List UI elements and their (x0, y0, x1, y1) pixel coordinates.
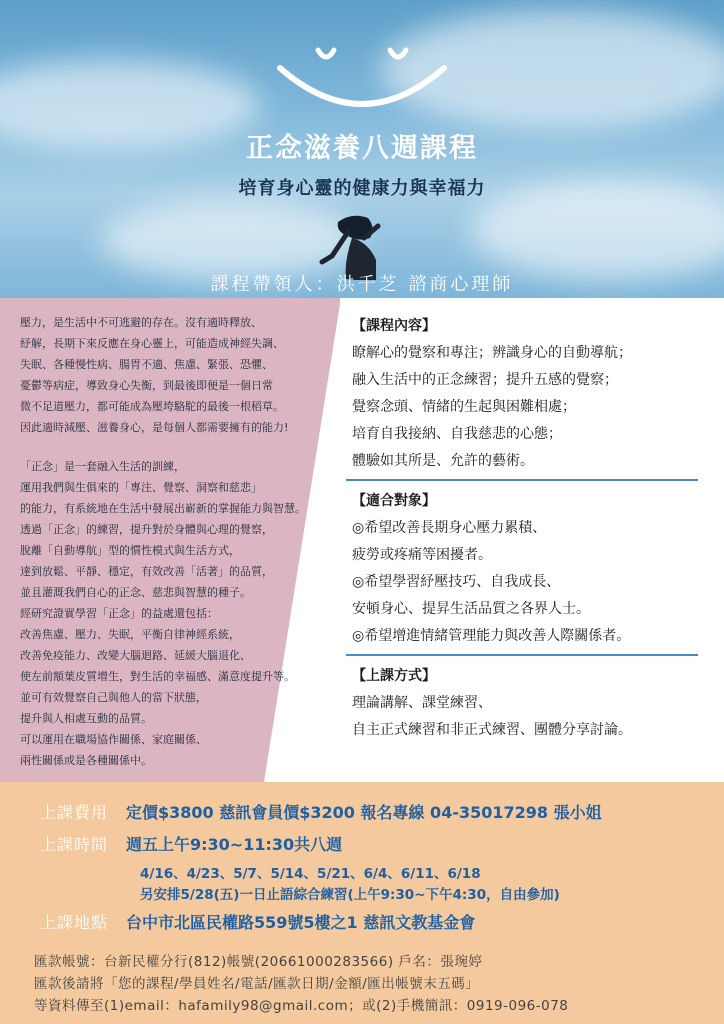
intro-line: 提升與人相處互動的品質。 (20, 712, 152, 725)
time-label: 上課時間 (40, 835, 109, 854)
course-dates: 4/16、4/23、5/7、5/14、5/21、6/4、6/11、6/18 (140, 866, 481, 882)
intro-line: 因此適時減壓、滋養身心，是每個人都需要擁有的能力! (20, 421, 289, 434)
intro-line: 改善焦慮、壓力、失眠，平衡自律神經系統， (20, 628, 240, 641)
registration-info-section (0, 782, 724, 1024)
course-details (352, 312, 698, 744)
intro-line: 的能力，有系統地在生活中發展出嶄新的掌握能力與智慧。 (20, 502, 306, 515)
content-item: 覺察念頭、情緒的生起與困難相處； (352, 399, 576, 415)
course-leader: 課程帶領人：洪千芝 諮商心理師 (210, 274, 514, 295)
intro-line: 並可有效覺察自己與他人的當下狀態， (20, 691, 207, 704)
intro-line: 紓解，長期下來反應在身心靈上，可能造成神經失調、 (20, 337, 284, 350)
intro-text (20, 312, 340, 771)
method-item: 自主正式練習和非正式練習、團體分享討論。 (352, 722, 632, 738)
place-label: 上課地點 (40, 913, 109, 932)
intro-line: 兩性關係或是各種關係中。 (20, 754, 152, 767)
content-heading: 【課程內容】 (352, 318, 436, 334)
payment-line: 匯款後請將「您的課程/學員姓名/電話/匯款日期/金額/匯出帳號末五碼」 (34, 976, 480, 992)
time-value: 週五上午9:30~11:30共八週 (126, 835, 343, 854)
content-item: 瞭解心的覺察和專注；辨識身心的自動導航； (352, 345, 632, 361)
method-item: 理論講解、課堂練習、 (352, 695, 492, 711)
fee-row (40, 800, 602, 823)
intro-line: 失眠、各種慢性病、腸胃不適、焦慮、緊張、恐懼、 (20, 358, 273, 371)
time-row (40, 832, 342, 855)
payment-line: 等資料傳至(1)email：hafamily98@gmail.com；或(2)手機簡訊：0919-096-078 (34, 998, 569, 1014)
fee-label: 上課費用 (40, 803, 109, 822)
hero-banner (0, 0, 724, 298)
method-heading: 【上課方式】 (352, 668, 436, 684)
page-title: 正念滋養八週課程 (246, 133, 478, 164)
divider (346, 479, 698, 481)
intro-line: 經研究證實學習「正念」的益處還包括： (20, 607, 218, 620)
content-item: 培育自我接納、自我慈悲的心態； (352, 426, 562, 442)
fee-value: 定價$3800 慈訊會員價$3200 報名專線 04-35017298 張小姐 (126, 803, 602, 822)
audience-item: ◎希望改善長期身心壓力累積、 (352, 520, 547, 536)
smile-face-icon (270, 30, 454, 120)
intro-line: 憂鬱等病症，導致身心失衡，到最後即便是一個日常 (20, 379, 273, 392)
intro-line: 透過「正念」的練習，提升對於身體與心理的覺察， (20, 523, 273, 536)
intro-line: 運用我們與生俱來的「專注、覺察、洞察和慈悲」 (20, 481, 262, 494)
intro-line: 使左前額葉皮質增生，對生活的幸福感、滿意度提升等。 (20, 670, 295, 683)
intro-line: 「正念」是一套融入生活的訓練， (20, 460, 185, 473)
intro-line: 並且灌溉我們自心的正念、慈悲與智慧的種子。 (20, 586, 251, 599)
content-item: 體驗如其所是、允許的藝術。 (352, 453, 534, 469)
intro-line: 可以運用在職場協作關係、家庭關係、 (20, 733, 207, 746)
divider (346, 654, 698, 656)
audience-item: ◎希望增進情緒管理能力與改善人際關係者。 (352, 628, 631, 644)
payment-line: 匯款帳號：台新民權分行(812)帳號(20661000283566) 戶名：張琬婷 (34, 954, 483, 970)
content-item: 融入生活中的正念練習；提升五感的覺察； (352, 372, 618, 388)
page-subtitle: 培育身心靈的健康力與幸福力 (238, 178, 486, 199)
intro-line: 改善免疫能力、改變大腦迴路、延緩大腦退化、 (20, 649, 251, 662)
audience-item: 安頓身心、提昇生活品質之各界人士。 (352, 601, 590, 617)
intro-line: 脫離「自動導航」型的慣性模式與生活方式， (20, 544, 240, 557)
audience-item: 疲勞或疼痛等困擾者。 (352, 547, 492, 563)
audience-item: ◎希望學習紓壓技巧、自我成長、 (352, 574, 561, 590)
place-row (40, 910, 475, 933)
intro-line: 微不足道壓力，都可能成為壓垮駱駝的最後一根稻草。 (20, 400, 284, 413)
place-value: 台中市北區民權路559號5樓之1 慈訊文教基金會 (126, 913, 476, 932)
course-description-section (0, 298, 724, 782)
intro-line: 達到放鬆、平靜、穩定，有效改善「活著」的品質， (20, 565, 273, 578)
extra-session: 另安排5/28(五)一日止語綜合練習(上午9:30~下午4:30，自由參加) (140, 887, 560, 903)
intro-line: 壓力，是生活中不可逃避的存在。沒有適時釋放、 (20, 316, 262, 329)
audience-heading: 【適合對象】 (352, 493, 436, 509)
